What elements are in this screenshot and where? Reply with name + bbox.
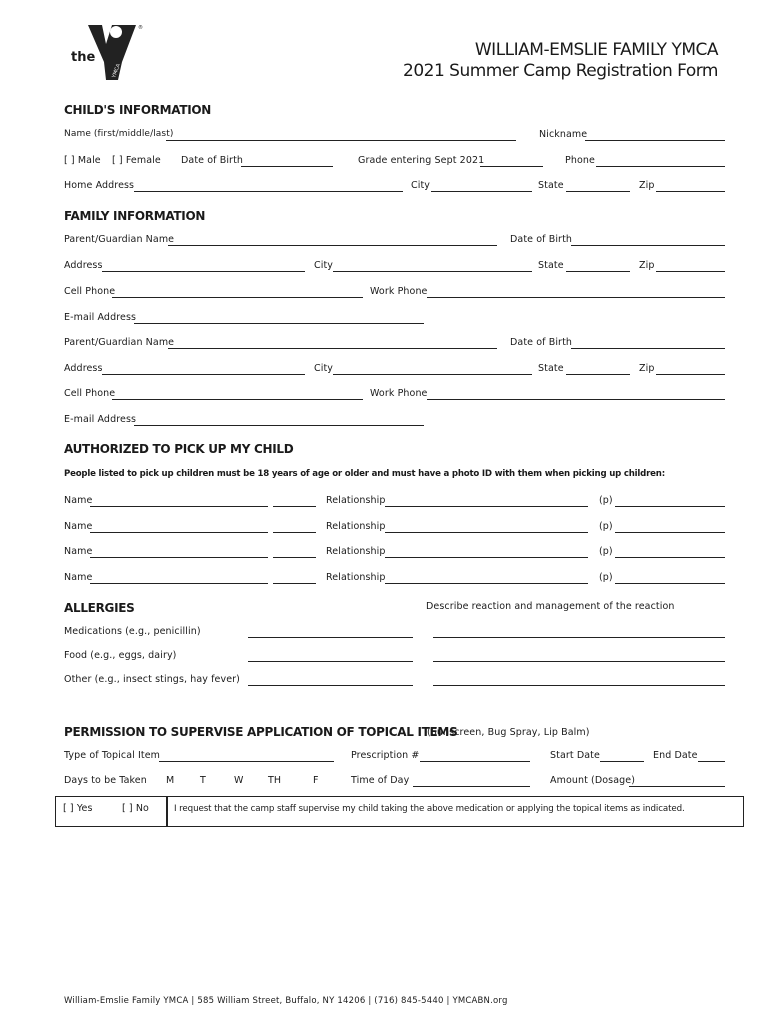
child-dob-field[interactable] bbox=[241, 166, 333, 167]
pickup-name-label: Name bbox=[64, 521, 93, 532]
amount-field[interactable] bbox=[629, 786, 725, 787]
guardian2-address-label: Address bbox=[64, 363, 103, 374]
ymca-logo bbox=[66, 22, 146, 84]
amount-label: Amount (Dosage) bbox=[550, 775, 636, 786]
permission-box-divider bbox=[166, 797, 168, 826]
topical-type-label: Type of Topical Item bbox=[64, 750, 161, 761]
topical-subheading: (Sunscreen, Bug Spray, Lip Balm) bbox=[427, 727, 590, 738]
allergy-other-field[interactable] bbox=[248, 685, 413, 686]
permission-statement: I request that the camp staff supervise my child taking the above medication or applying the topical items as indicated. bbox=[174, 804, 685, 814]
grade-label: Grade entering Sept 2021 bbox=[358, 155, 485, 166]
pickup-name-field[interactable] bbox=[90, 532, 268, 533]
child-zip-field[interactable] bbox=[656, 191, 725, 192]
guardian2-state-field[interactable] bbox=[566, 374, 630, 375]
pickup-relationship-field[interactable] bbox=[385, 506, 588, 507]
prescription-label: Prescription # bbox=[351, 750, 420, 761]
allergy-food-field[interactable] bbox=[248, 661, 413, 662]
pickup-extra-field[interactable] bbox=[273, 532, 316, 533]
pickup-phone-label: (p) bbox=[599, 572, 613, 583]
pickup-phone-field[interactable] bbox=[615, 506, 725, 507]
guardian1-address-field[interactable] bbox=[102, 271, 305, 272]
permission-box bbox=[55, 796, 744, 827]
guardian2-city-label: City bbox=[314, 363, 334, 374]
nickname-label: Nickname bbox=[539, 129, 588, 140]
pickup-relationship-field[interactable] bbox=[385, 557, 588, 558]
day-monday[interactable]: M bbox=[166, 775, 175, 786]
pickup-extra-field[interactable] bbox=[273, 583, 316, 584]
guardian1-cell-field[interactable] bbox=[112, 297, 363, 298]
guardian1-name-label: Parent/Guardian Name bbox=[64, 234, 175, 245]
male-checkbox[interactable]: [ ] Male bbox=[64, 155, 101, 166]
pickup-name-field[interactable] bbox=[90, 506, 268, 507]
guardian2-email-field[interactable] bbox=[134, 425, 424, 426]
pickup-relationship-field[interactable] bbox=[385, 532, 588, 533]
nickname-field[interactable] bbox=[585, 140, 725, 141]
time-of-day-label: Time of Day bbox=[351, 775, 410, 786]
guardian2-work-field[interactable] bbox=[427, 399, 725, 400]
pickup-extra-field[interactable] bbox=[273, 557, 316, 558]
pickup-name-field[interactable] bbox=[90, 557, 268, 558]
pickup-note: People listed to pick up children must be 18 years of age or older and must have a photo ID with them when picking up children: bbox=[64, 469, 665, 479]
section-child-heading: CHILD'S INFORMATION bbox=[64, 103, 212, 117]
guardian2-address-field[interactable] bbox=[102, 374, 305, 375]
child-zip-label: Zip bbox=[639, 180, 655, 191]
pickup-relationship-label: Relationship bbox=[326, 546, 386, 557]
guardian2-dob-label: Date of Birth bbox=[510, 337, 573, 348]
child-state-field[interactable] bbox=[566, 191, 630, 192]
guardian2-cell-field[interactable] bbox=[112, 399, 363, 400]
guardian1-dob-label: Date of Birth bbox=[510, 234, 573, 245]
home-address-field[interactable] bbox=[134, 191, 403, 192]
guardian1-state-field[interactable] bbox=[566, 271, 630, 272]
guardian1-city-label: City bbox=[314, 260, 334, 271]
guardian2-zip-label: Zip bbox=[639, 363, 655, 374]
start-date-label: Start Date bbox=[550, 750, 600, 761]
guardian2-work-label: Work Phone bbox=[370, 388, 428, 399]
guardian2-city-field[interactable] bbox=[333, 374, 532, 375]
days-label: Days to be Taken bbox=[64, 775, 147, 786]
pickup-relationship-field[interactable] bbox=[385, 583, 588, 584]
section-allergies-heading: ALLERGIES bbox=[64, 601, 135, 615]
guardian2-email-label: E-mail Address bbox=[64, 414, 137, 425]
grade-field[interactable] bbox=[480, 166, 543, 167]
child-state-label: State bbox=[538, 180, 564, 191]
allergy-describe-label: Describe reaction and management of the reaction bbox=[426, 601, 675, 612]
child-city-field[interactable] bbox=[431, 191, 532, 192]
pickup-relationship-label: Relationship bbox=[326, 495, 386, 506]
guardian1-zip-label: Zip bbox=[639, 260, 655, 271]
section-topical-heading: PERMISSION TO SUPERVISE APPLICATION OF TOPICAL ITEMS bbox=[64, 725, 458, 739]
section-family-heading: FAMILY INFORMATION bbox=[64, 209, 206, 223]
guardian2-cell-label: Cell Phone bbox=[64, 388, 116, 399]
org-name: WILLIAM-EMSLIE FAMILY YMCA bbox=[474, 40, 718, 60]
svg-text:®: ® bbox=[138, 25, 143, 31]
pickup-name-label: Name bbox=[64, 572, 93, 583]
pickup-name-label: Name bbox=[64, 495, 93, 506]
form-title: 2021 Summer Camp Registration Form bbox=[403, 61, 718, 81]
guardian1-work-field[interactable] bbox=[427, 297, 725, 298]
pickup-phone-field[interactable] bbox=[615, 532, 725, 533]
allergy-medications-label: Medications (e.g., penicillin) bbox=[64, 626, 201, 637]
child-city-label: City bbox=[411, 180, 431, 191]
pickup-extra-field[interactable] bbox=[273, 506, 316, 507]
guardian1-name-field[interactable] bbox=[168, 245, 497, 246]
allergy-food-label: Food (e.g., eggs, dairy) bbox=[64, 650, 177, 661]
guardian1-cell-label: Cell Phone bbox=[64, 286, 116, 297]
time-of-day-field[interactable] bbox=[413, 786, 530, 787]
female-checkbox[interactable]: [ ] Female bbox=[112, 155, 161, 166]
pickup-phone-label: (p) bbox=[599, 495, 613, 506]
allergy-food-reaction-field[interactable] bbox=[433, 661, 725, 662]
pickup-phone-field[interactable] bbox=[615, 583, 725, 584]
guardian2-name-label: Parent/Guardian Name bbox=[64, 337, 175, 348]
guardian1-dob-field[interactable] bbox=[571, 245, 725, 246]
guardian2-zip-field[interactable] bbox=[656, 374, 725, 375]
pickup-phone-label: (p) bbox=[599, 521, 613, 532]
guardian2-dob-field[interactable] bbox=[571, 348, 725, 349]
pickup-name-label: Name bbox=[64, 546, 93, 557]
pickup-phone-field[interactable] bbox=[615, 557, 725, 558]
guardian1-work-label: Work Phone bbox=[370, 286, 428, 297]
topical-type-field[interactable] bbox=[159, 761, 334, 762]
day-thursday[interactable]: TH bbox=[268, 775, 282, 786]
child-name-field[interactable] bbox=[166, 140, 516, 141]
pickup-relationship-label: Relationship bbox=[326, 521, 386, 532]
child-dob-label: Date of Birth bbox=[181, 155, 244, 166]
day-tuesday[interactable]: T bbox=[200, 775, 206, 786]
child-phone-field[interactable] bbox=[596, 166, 725, 167]
guardian2-name-field[interactable] bbox=[168, 348, 497, 349]
pickup-relationship-label: Relationship bbox=[326, 572, 386, 583]
end-date-field[interactable] bbox=[698, 761, 725, 762]
pickup-name-field[interactable] bbox=[90, 583, 268, 584]
permission-no-checkbox[interactable]: [ ] No bbox=[122, 803, 149, 814]
guardian1-zip-field[interactable] bbox=[656, 271, 725, 272]
guardian1-address-label: Address bbox=[64, 260, 103, 271]
child-phone-label: Phone bbox=[565, 155, 595, 166]
allergy-medications-reaction-field[interactable] bbox=[433, 637, 725, 638]
allergy-medications-field[interactable] bbox=[248, 637, 413, 638]
day-wednesday[interactable]: W bbox=[234, 775, 244, 786]
guardian1-email-label: E-mail Address bbox=[64, 312, 137, 323]
pickup-phone-label: (p) bbox=[599, 546, 613, 557]
permission-yes-checkbox[interactable]: [ ] Yes bbox=[63, 803, 93, 814]
end-date-label: End Date bbox=[653, 750, 698, 761]
day-friday[interactable]: F bbox=[313, 775, 319, 786]
footer-text: William-Emslie Family YMCA | 585 William Street, Buffalo, NY 14206 | (716) 845-5440 | YMCABN.org bbox=[64, 996, 508, 1006]
section-pickup-heading: AUTHORIZED TO PICK UP MY CHILD bbox=[64, 442, 294, 456]
allergy-other-label: Other (e.g., insect stings, hay fever) bbox=[64, 674, 240, 685]
svg-text:YMCA: YMCA bbox=[111, 63, 122, 79]
allergy-other-reaction-field[interactable] bbox=[433, 685, 725, 686]
home-address-label: Home Address bbox=[64, 180, 135, 191]
guardian1-city-field[interactable] bbox=[333, 271, 532, 272]
guardian2-state-label: State bbox=[538, 363, 564, 374]
logo-the-text: the bbox=[71, 50, 96, 65]
start-date-field[interactable] bbox=[600, 761, 644, 762]
prescription-field[interactable] bbox=[420, 761, 530, 762]
guardian1-email-field[interactable] bbox=[134, 323, 424, 324]
child-name-label: Name (first/middle/last) bbox=[64, 129, 174, 139]
guardian1-state-label: State bbox=[538, 260, 564, 271]
